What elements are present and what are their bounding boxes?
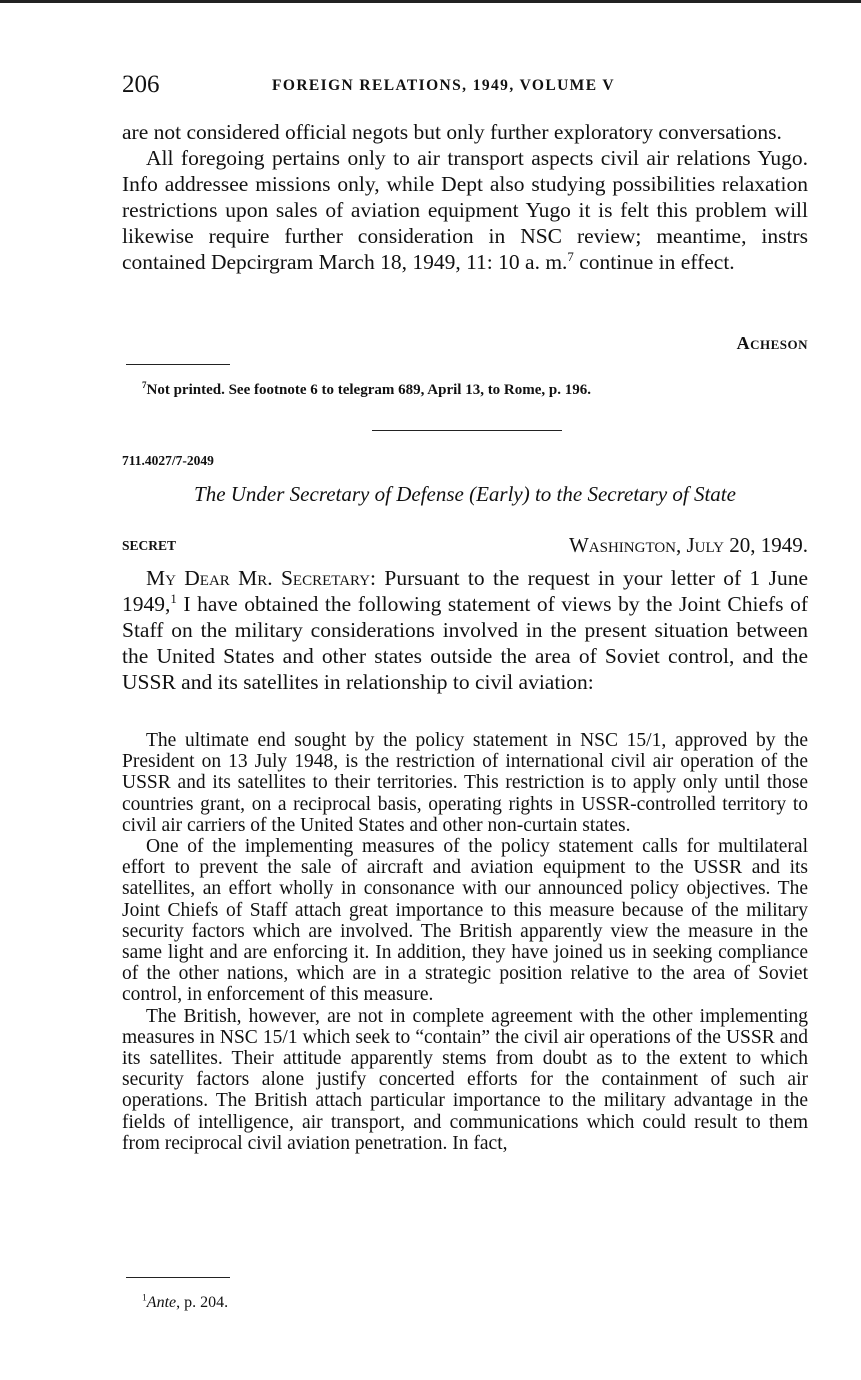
place-date: Washington, July 20, 1949. (568, 533, 808, 557)
paragraph: are not considered official negots but only further exploratory conversations. (122, 120, 782, 144)
footnote-separator (126, 1277, 230, 1278)
salutation: My Dear Mr. Secretary: (146, 566, 377, 590)
footnote-reference: 1 (170, 591, 177, 606)
paragraph-text: continue in effect. (573, 250, 735, 274)
document-divider (372, 430, 562, 431)
paragraph: The British, however, are not in complete agreement with the other implementing measures in NSC 15/1 which seek to “contain” the civil air operations of the USSR and its satellites. Their attitude apparently stems from doubt as to the extent to which security factors alone justify concerted efforts for the containment of such air operations. The British attach particular importance to the military advantage in the fields of intelligence, air transport, and communications which could result to them from reciprocal civil aviation penetration. In fact, (122, 1005, 808, 1154)
paragraph-text: Pursuant to the request in your letter of 1 June 1949, (122, 566, 808, 616)
footnote-mark: 1 (142, 1292, 147, 1304)
classification: SECRET (122, 538, 177, 553)
document-title: The Under Secretary of Defense (Early) to the Secretary of State (194, 482, 736, 506)
signature-line (122, 333, 808, 354)
signature: Acheson (736, 333, 808, 353)
paragraph (122, 565, 808, 695)
dateline (122, 533, 808, 559)
footnote-text: , p. 204. (176, 1294, 229, 1311)
paragraph: One of the implementing measures of the policy statement calls for multilateral effort to prevent the sale of aircraft and aviation equipment to the USSR and its satellites, an effort wholly in consonance with our announced policy objectives. The Joint Chiefs of Staff attach great importance to this measure because of the military security factors which are involved. The British apparently view the measure in the same light and are enforcing it. In addition, they have joined us in seeking compliance of the other nations, which are in a strategic position relative to the area of Soviet control, in enforcement of this measure. (122, 836, 808, 1006)
footnote-reference: 7 (567, 249, 574, 264)
footnote-1 (142, 1293, 808, 1313)
quoted-statement (122, 730, 808, 1154)
letter-intro (122, 565, 808, 695)
footnote-7 (142, 380, 808, 400)
page-top-border (0, 0, 861, 3)
running-head (122, 70, 808, 104)
paragraph (122, 145, 808, 275)
footnote-mark: 7 (142, 380, 147, 390)
paragraph: The ultimate end sought by the policy statement in NSC 15/1, approved by the President on 13 July 1948, is the restriction of international civil air operation of the USSR and its satellites to their territories. This restriction is to apply only until those countries grant, on a reciprocal basis, operating rights in USSR-controlled territory to civil air carriers of the United States and other non-curtain states. (122, 730, 808, 836)
running-title: FOREIGN RELATIONS, 1949, VOLUME V (272, 77, 616, 94)
page-number: 206 (122, 71, 160, 98)
footnote-text: Not printed. See footnote 6 to telegram 689, April 13, to Rome, p. 196. (146, 382, 592, 398)
paragraph-text: I have obtained the following statement of views by the Joint Chiefs of Staff on the military considerations involved in the present situation between the United States and other states outside the area of Soviet control, and the USSR and its satellites in relationship to civil aviation: (122, 592, 808, 694)
paragraph-text: All foregoing pertains only to air transport aspects civil air relations Yugo. Info addressee missions only, while Dept also studying possibilities relaxation restrictions upon sales of aviation equipment Yugo it is felt this problem will likewise require further consideration in NSC review; meantime, instrs contained Depcirgram March 18, 1949, 11: 10 a. m. (122, 146, 808, 274)
footnote-italic: Ante (146, 1294, 177, 1311)
file-number: 711.4027/7-2049 (122, 453, 214, 468)
footnote-separator (126, 364, 230, 365)
previous-document-text (122, 119, 808, 275)
